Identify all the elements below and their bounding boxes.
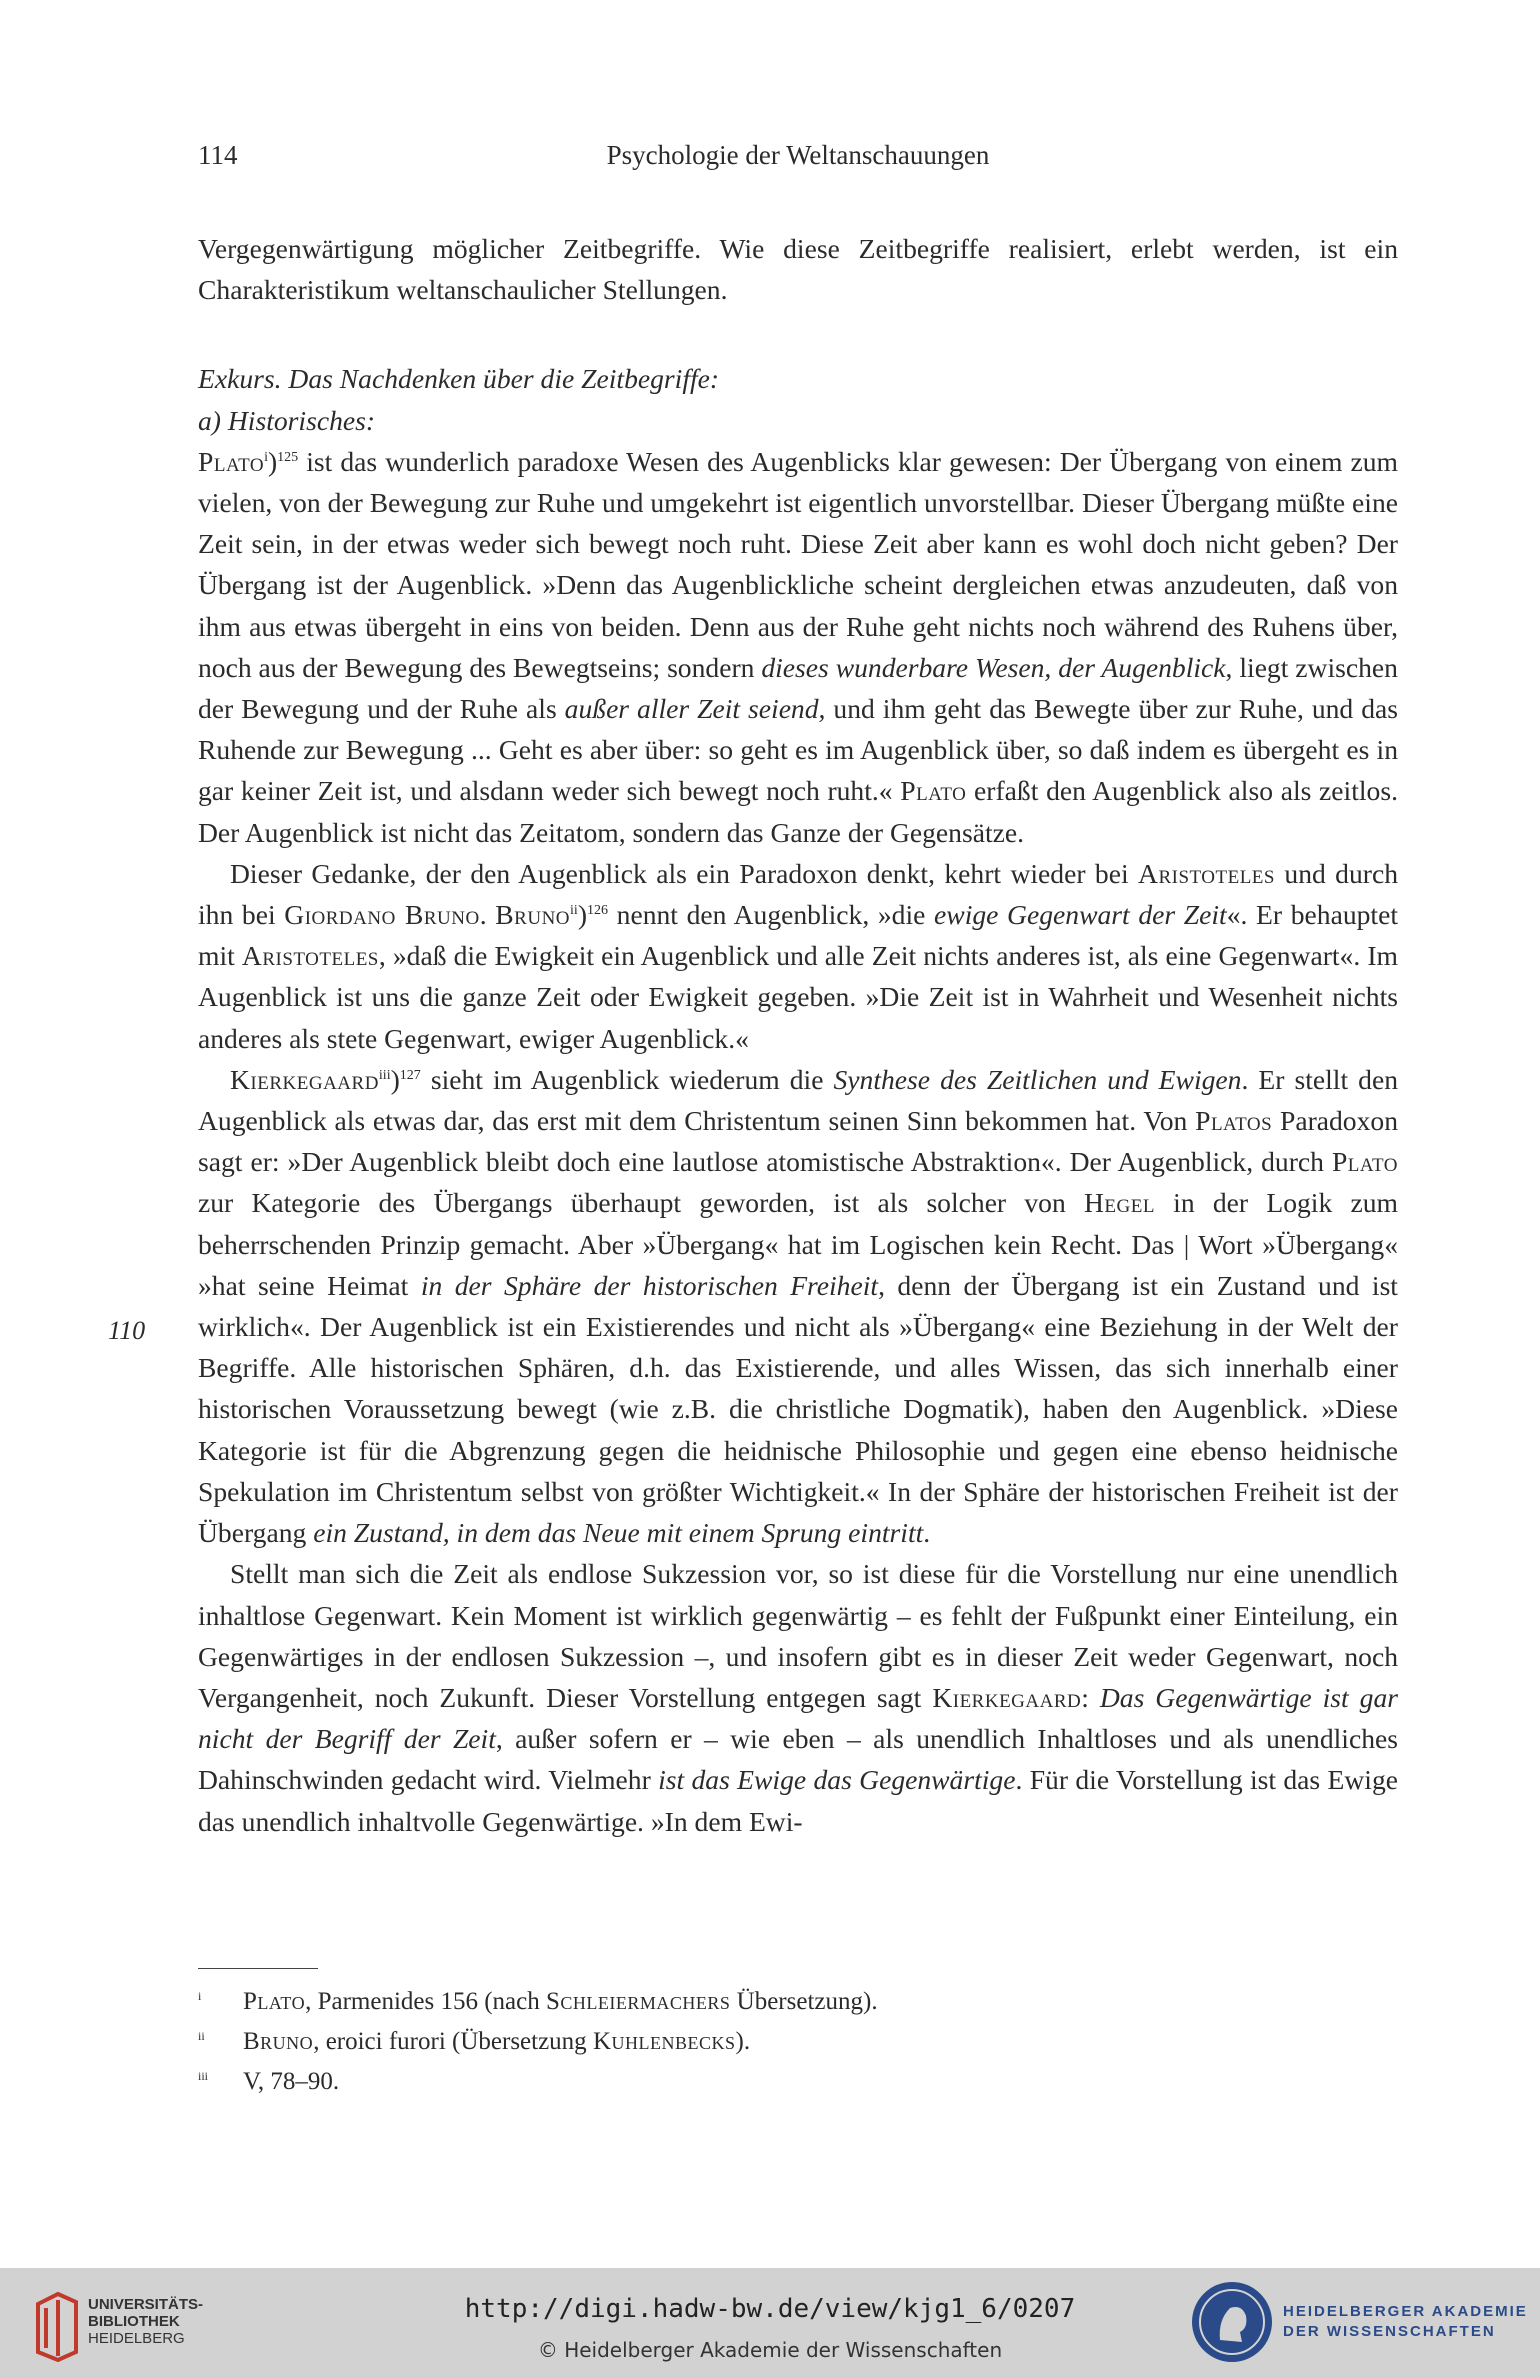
footnote: iii V, 78–90. — [198, 2068, 340, 2095]
footnote: i Plato, Parmenides 156 (nach Schleiermachers Übersetzung). — [198, 1988, 878, 2015]
footnote-rule — [198, 1968, 318, 1969]
footnote-ref: i — [264, 449, 268, 465]
footnotes — [198, 1982, 1298, 2102]
footnote: ii Bruno, eroici furori (Übersetzung Kuhlenbecks). — [198, 2028, 751, 2055]
section-heading: a) Historisches: — [198, 404, 376, 436]
paragraph-bruno: Dieser Gedanke, der den Augenblick als ein Paradoxon denkt, kehrt wieder bei Aristoteles und durch ihn bei Giordano Bruno. Bruno$^{ii}$)$^{126}$ nennt den Augenblick, »die ewige Gegenwart der Zeit«. Er behauptet mit Aristoteles, »daß die Ewigkeit ein Augenblick und alle Zeit nichts anderes ist, als eine Gegenwart«. Im Augenblick ist uns die ganze Zeit oder Ewigkeit gegeben. »Die Zeit ist in Wahrheit und Wesenheit nichts anderes als stete Gegenwart, ewiger Augenblick.« — [198, 857, 1399, 1054]
intro-paragraph: Vergegenwärtigung möglicher Zeitbegriffe. Wie diese Zeitbegriffe realisiert, erlebt werden, ist ein Charakteristikum weltanschaulicher Stellungen. — [198, 233, 1398, 306]
page-number: 114 — [198, 140, 238, 170]
footnote-ref: iii — [378, 1067, 391, 1083]
academy-seal-icon[interactable] — [1190, 2280, 1274, 2364]
exkurs-heading: Exkurs. Das Nachdenken über die Zeitbegriffe: — [198, 363, 720, 395]
body-text — [198, 228, 1398, 1842]
copyright-notice: © Heidelberger Akademie der Wissenschaften — [537, 2338, 1003, 2362]
page-header — [198, 140, 1398, 180]
paragraph-plato: Plato$^i$)$^{125}$ ist das wunderlich paradoxe Wesen des Augenblicks klar gewesen: Der Übergang von einem zum vielen, von der Bewegung zur Ruhe und umgekehrt ist eigentlich unvorstellbar. Dieser Übergang müßte eine Zeit sein, in der etwas weder sich bewegt noch ruht. Diese Zeit aber kann es wohl doch nicht geben? Der Übergang ist der Augenblick. »Denn das Augenblickliche scheint dergleichen etwas anzudeuten, daß von ihm aus etwas übergeht in eins von beiden. Denn aus der Ruhe geht nichts noch während des Ruhens über, noch aus der Bewegung des Bewegtseins; sondern dieses wunderbare Wesen, der Augenblick, liegt zwischen der Bewegung und der Ruhe als außer aller Zeit seiend, und ihm geht das Bewegte über zur Ruhe, und das Ruhende zur Bewegung ... Geht es aber über: so geht es im Augenblick über, so daß indem es übergeht es in gar keiner Zeit ist, und alsdann weder sich bewegt noch ruht.« Plato erfaßt den Augenblick also als zeitlos. Der Augenblick ist nicht das Zeitatom, sondern das Ganze der Gegensätze. — [198, 445, 1398, 848]
paragraph-sukzession: Stellt man sich die Zeit als endlose Sukzession vor, so ist diese für die Vorstellung nur eine unendlich inhaltlose Gegenwart. Kein Moment ist wirklich gegenwärtig – es fehlt der Fußpunkt einer Einteilung, ein Gegenwärtiges in der endlosen Sukzession –, und insofern gibt es in dieser Zeit weder Gegenwart, noch Vergangenheit, noch Zukunft. Dieser Vorstellung entgegen sagt Kierkegaard: Das Gegenwärtige ist gar nicht der Begriff der Zeit, außer sofern er – wie eben – als unendlich Inhaltloses und als unendliches Dahinschwinden gedacht wird. Vielmehr ist das Ewige das Gegenwärtige. Für die Vorstellung ist das Ewige das unendlich inhaltvolle Gegenwärtige. »In dem Ewi- — [198, 1558, 1398, 1837]
ub-heidelberg-name[interactable]: UNIVERSITÄTS- BIBLIOTHEK HEIDELBERG — [88, 2296, 204, 2347]
margin-page-number: 110 — [108, 1316, 146, 1345]
running-head: Psychologie der Weltanschauungen — [606, 140, 990, 170]
permalink-url[interactable]: http://digi.hadw-bw.de/view/kjg1_6/0207 — [464, 2294, 1076, 2324]
footnote-ref: ii — [570, 902, 578, 918]
paragraph-kierkegaard: Kierkegaard$^{iii}$)$^{127}$ sieht im Augenblick wiederum die Synthese des Zeitlichen und Ewigen. Er stellt den Augenblick als etwas dar, das erst mit dem Christentum seinen Sinn bekommen hat. Von Platos Paradoxon sagt er: »Der Augenblick bleibt doch eine lautlose atomistische Abstraktion«. Der Augenblick, durch Plato zur Kategorie des Übergangs überhaupt geworden, ist als solcher von Hegel in der Logik zum beherrschenden Prinzip gemacht. Aber »Übergang« hat im Logischen kein Recht. Das | Wort »Übergang« »hat seine Heimat in der Sphäre der historischen Freiheit, denn der Übergang ist ein Zustand und ist wirklich«. Der Augenblick ist ein Existierendes und nicht als »Übergang« eine Beziehung in der Welt der Begriffe. Alle historischen Sphären, d.h. das Existierende, und alles Wissen, das sich innerhalb einer historischen Voraussetzung bewegt (wie z.B. die christliche Dogmatik), haben den Augenblick. »Diese Kategorie ist für die Abgrenzung gegen die heidnische Philosophie und gegen eine ebenso heidnische Spekulation im Christentum selbst von größter Wichtigkeit.« In der Sphäre der historischen Freiheit ist der Übergang ein Zustand, in dem das Neue mit einem Sprung eintritt. — [198, 1063, 1398, 1549]
academy-name[interactable]: HEIDELBERGER AKADEMIE DER WISSENSCHAFTEN — [1283, 2303, 1528, 2340]
